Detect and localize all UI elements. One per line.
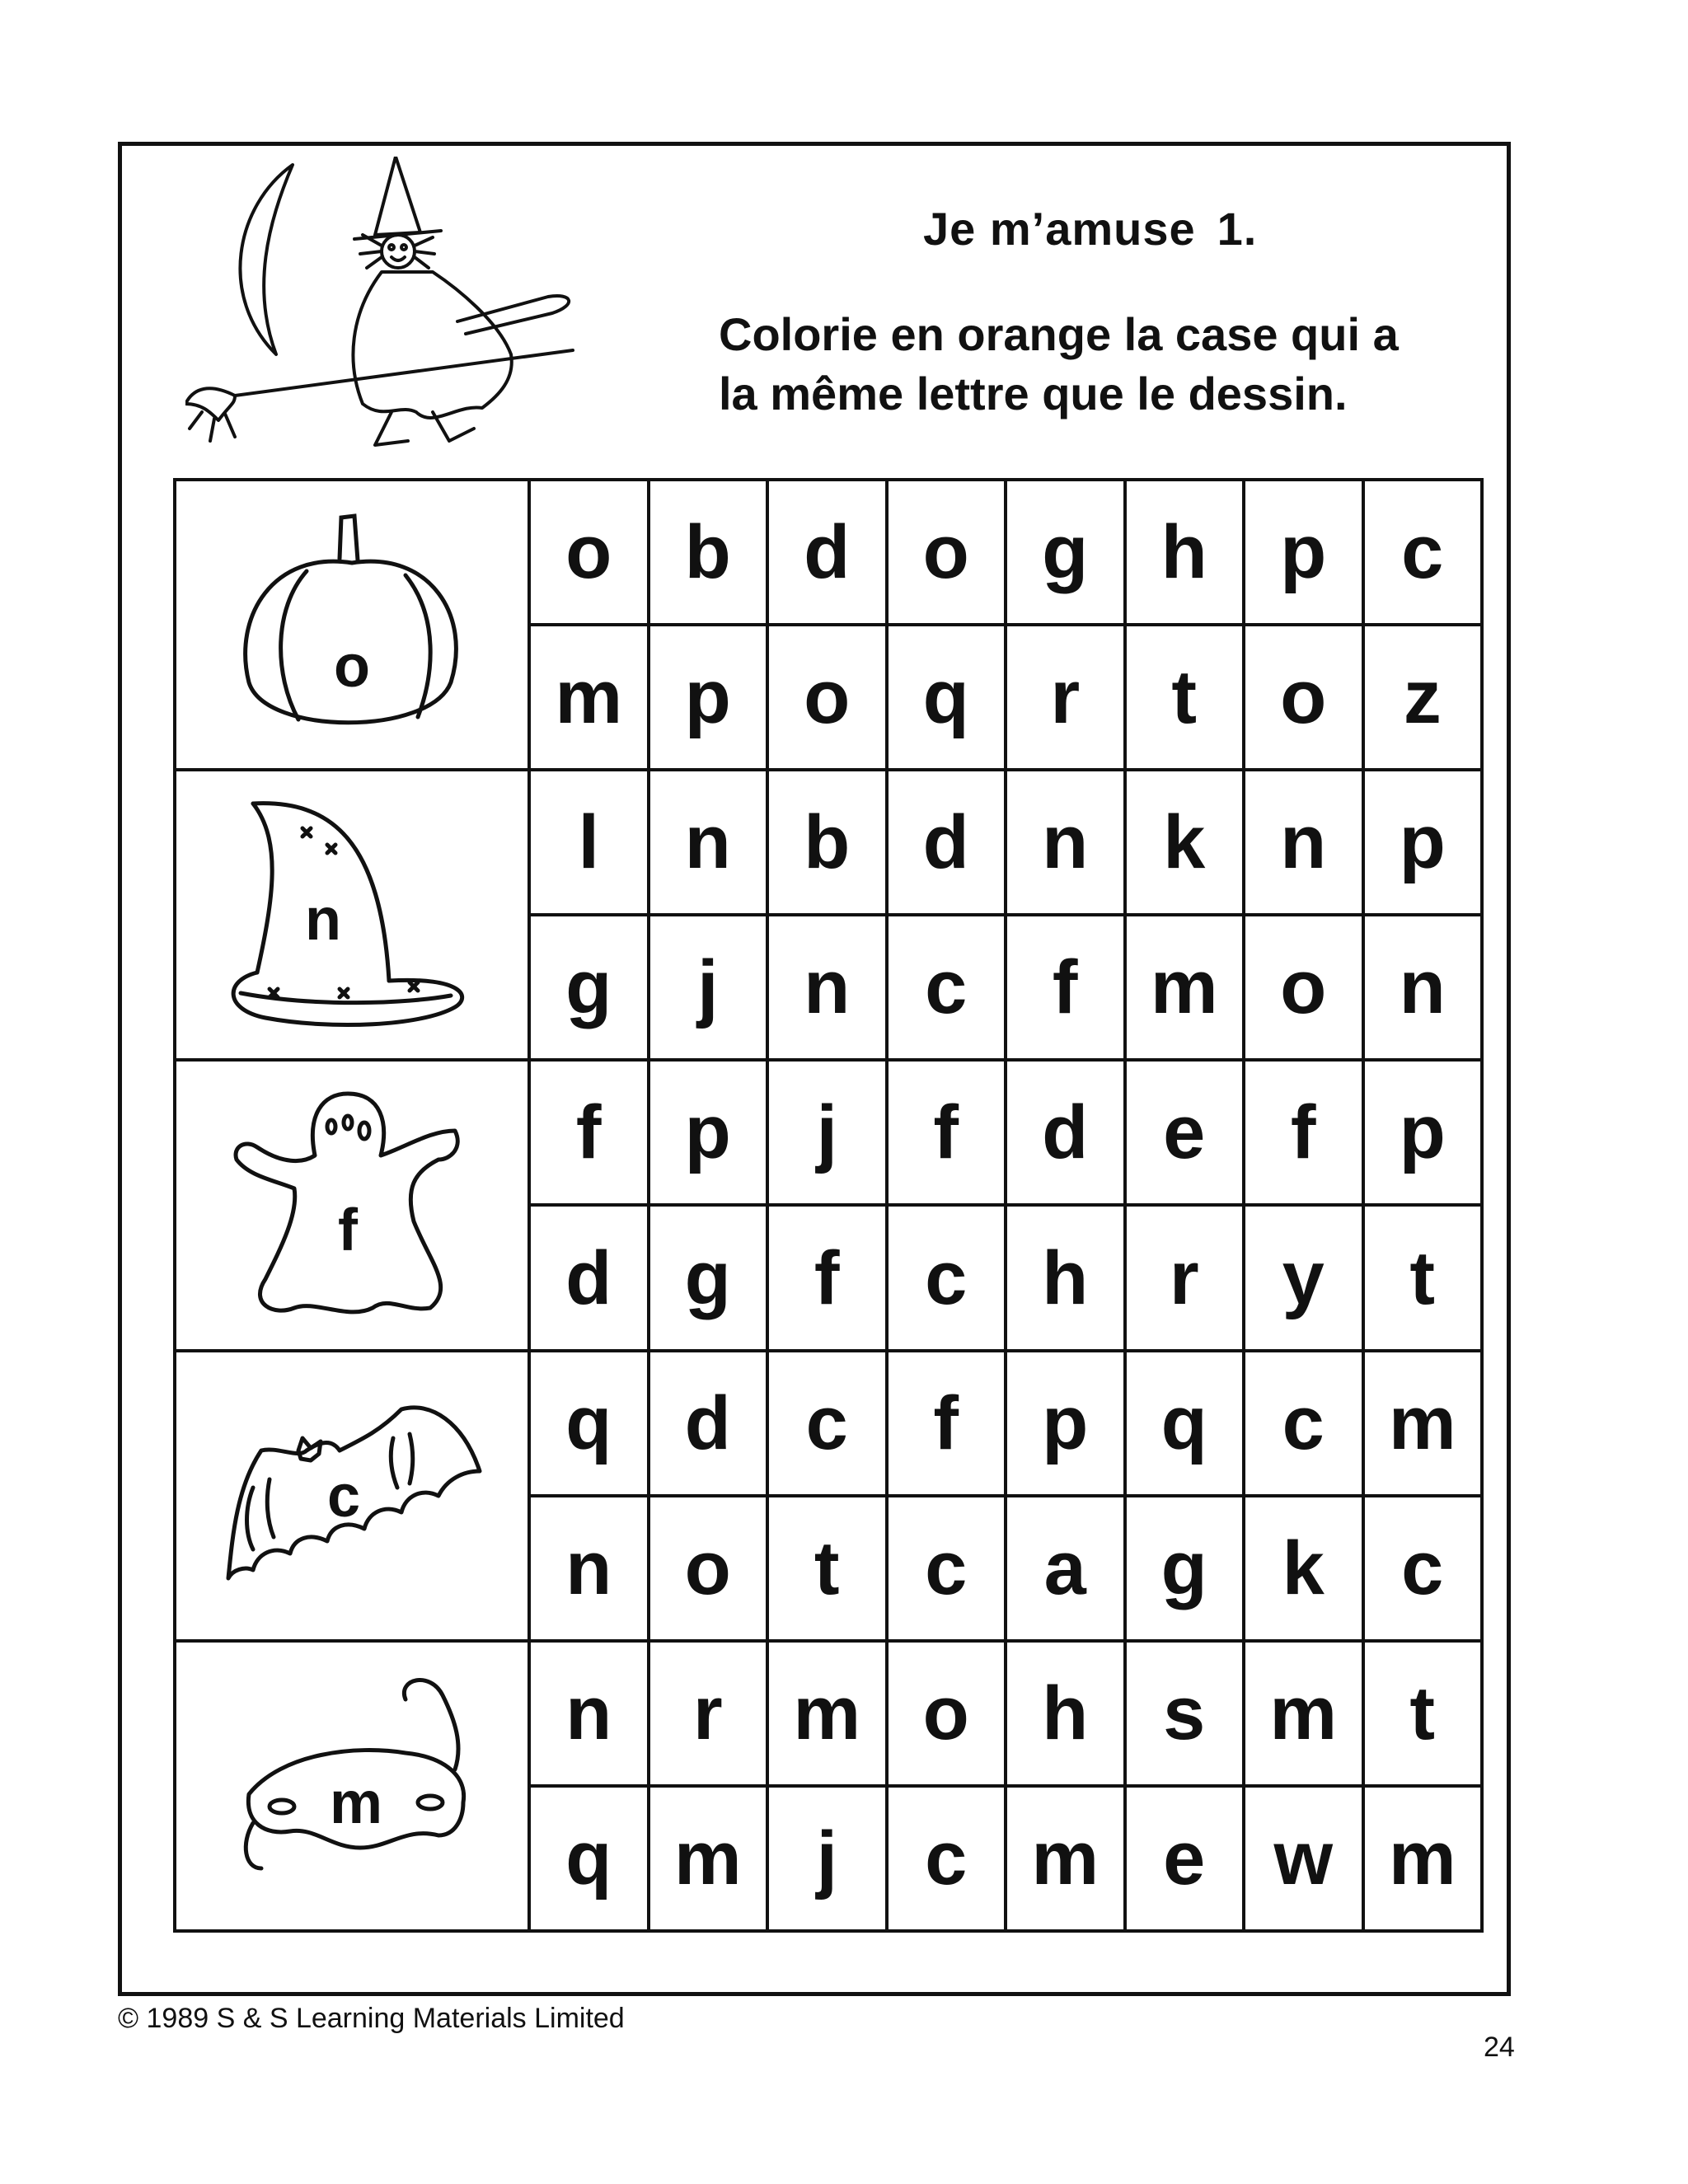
letter-cell[interactable]: c	[887, 1786, 1006, 1931]
picture-cell	[175, 480, 529, 770]
letter-cell[interactable]: h	[1125, 480, 1245, 625]
instruction-line-1: Colorie en orange la case qui a	[719, 308, 1399, 360]
letter-cell[interactable]: r	[649, 1641, 768, 1786]
letter-cell[interactable]: g	[649, 1205, 768, 1350]
letter-cell[interactable]: c	[887, 1496, 1006, 1641]
letter-cell[interactable]: t	[767, 1496, 887, 1641]
letter-cell[interactable]: q	[887, 625, 1006, 770]
letter-cell[interactable]: m	[1006, 1786, 1125, 1931]
picture-letter: c	[326, 1463, 361, 1530]
picture-letter: o	[334, 634, 370, 701]
letter-cell[interactable]: j	[649, 915, 768, 1060]
letter-grid	[173, 478, 1484, 1933]
letter-cell[interactable]: t	[1363, 1205, 1483, 1350]
letter-cell[interactable]: j	[767, 1060, 887, 1205]
letter-cell[interactable]: o	[649, 1496, 768, 1641]
letter-cell[interactable]: d	[1006, 1060, 1125, 1205]
letter-cell[interactable]: q	[529, 1786, 649, 1931]
letter-cell[interactable]: c	[887, 1205, 1006, 1350]
letter-cell[interactable]: t	[1363, 1641, 1483, 1786]
bat-icon	[216, 1372, 488, 1619]
letter-cell[interactable]: p	[649, 625, 768, 770]
letter-cell[interactable]: c	[767, 1351, 887, 1496]
letter-cell[interactable]: o	[529, 480, 649, 625]
letter-cell[interactable]: c	[1363, 480, 1483, 625]
letter-cell[interactable]: n	[1244, 770, 1363, 915]
letter-cell[interactable]: f	[1006, 915, 1125, 1060]
letter-cell[interactable]: w	[1244, 1786, 1363, 1931]
letter-cell[interactable]: f	[887, 1351, 1006, 1496]
letter-cell[interactable]: c	[1244, 1351, 1363, 1496]
letter-cell[interactable]: l	[529, 770, 649, 915]
witch-on-broom-icon	[185, 157, 631, 486]
letter-cell[interactable]: g	[1125, 1496, 1245, 1641]
picture-cell	[175, 770, 529, 1060]
ghost-icon	[216, 1081, 488, 1329]
letter-cell[interactable]: f	[1244, 1060, 1363, 1205]
letter-cell[interactable]: p	[1363, 1060, 1483, 1205]
letter-cell[interactable]: e	[1125, 1060, 1245, 1205]
letter-cell[interactable]: o	[767, 625, 887, 770]
letter-cell[interactable]: j	[767, 1786, 887, 1931]
letter-cell[interactable]: d	[649, 1351, 768, 1496]
letter-cell[interactable]: b	[649, 480, 768, 625]
witch-hat-icon	[216, 791, 488, 1038]
letter-cell[interactable]: t	[1125, 625, 1245, 770]
letter-cell[interactable]: m	[1363, 1351, 1483, 1496]
letter-cell[interactable]: s	[1125, 1641, 1245, 1786]
letter-cell[interactable]: n	[649, 770, 768, 915]
picture-letter: f	[338, 1197, 358, 1264]
letter-cell[interactable]: o	[887, 1641, 1006, 1786]
letter-cell[interactable]: o	[887, 480, 1006, 625]
pumpkin-icon	[216, 501, 488, 748]
copyright-notice: © 1989 S & S Learning Materials Limited	[118, 2003, 625, 2034]
letter-cell[interactable]: h	[1006, 1641, 1125, 1786]
worksheet-title	[923, 202, 1257, 255]
letter-cell[interactable]: n	[529, 1641, 649, 1786]
letter-cell[interactable]: m	[1363, 1786, 1483, 1931]
letter-cell[interactable]: e	[1125, 1786, 1245, 1931]
letter-cell[interactable]: y	[1244, 1205, 1363, 1350]
letter-cell[interactable]: q	[529, 1351, 649, 1496]
picture-cell	[175, 1351, 529, 1641]
letter-cell[interactable]: r	[1006, 625, 1125, 770]
letter-cell[interactable]: p	[1363, 770, 1483, 915]
letter-cell[interactable]: f	[767, 1205, 887, 1350]
grid-row	[175, 1351, 1482, 1496]
letter-cell[interactable]: o	[1244, 915, 1363, 1060]
letter-cell[interactable]: h	[1006, 1205, 1125, 1350]
letter-cell[interactable]: d	[767, 480, 887, 625]
letter-cell[interactable]: m	[1125, 915, 1245, 1060]
letter-cell[interactable]: n	[529, 1496, 649, 1641]
letter-cell[interactable]: o	[1244, 625, 1363, 770]
letter-cell[interactable]: d	[529, 1205, 649, 1350]
grid-row	[175, 1641, 1482, 1786]
letter-cell[interactable]: c	[1363, 1496, 1483, 1641]
grid-row	[175, 770, 1482, 915]
title-number: 1.	[1217, 203, 1258, 255]
letter-cell[interactable]: f	[887, 1060, 1006, 1205]
picture-cell	[175, 1060, 529, 1350]
letter-cell[interactable]: z	[1363, 625, 1483, 770]
letter-cell[interactable]: d	[887, 770, 1006, 915]
title-text: Je m’amuse	[923, 203, 1196, 255]
letter-cell[interactable]: f	[529, 1060, 649, 1205]
letter-cell[interactable]: m	[649, 1786, 768, 1931]
letter-cell[interactable]: q	[1125, 1351, 1245, 1496]
grid-row	[175, 1060, 1482, 1205]
letter-cell[interactable]: a	[1006, 1496, 1125, 1641]
letter-cell[interactable]: g	[529, 915, 649, 1060]
instructions	[719, 305, 1399, 424]
letter-cell[interactable]: c	[887, 915, 1006, 1060]
letter-cell[interactable]: n	[767, 915, 887, 1060]
letter-cell[interactable]: p	[1006, 1351, 1125, 1496]
picture-cell	[175, 1641, 529, 1931]
letter-cell[interactable]: m	[767, 1641, 887, 1786]
instruction-line-2: la même lettre que le dessin.	[719, 368, 1348, 419]
letter-cell[interactable]: m	[1244, 1641, 1363, 1786]
grid-row	[175, 480, 1482, 625]
letter-cell[interactable]: n	[1006, 770, 1125, 915]
letter-cell[interactable]: m	[529, 625, 649, 770]
mask-icon	[216, 1662, 488, 1910]
letter-cell[interactable]: p	[649, 1060, 768, 1205]
letter-cell[interactable]: k	[1125, 770, 1245, 915]
letter-cell[interactable]: n	[1363, 915, 1483, 1060]
page-number: 24	[1484, 2032, 1515, 2063]
letter-cell[interactable]: k	[1244, 1496, 1363, 1641]
letter-cell[interactable]: r	[1125, 1205, 1245, 1350]
picture-letter: m	[329, 1769, 383, 1836]
letter-cell[interactable]: b	[767, 770, 887, 915]
letter-cell[interactable]: g	[1006, 480, 1125, 625]
picture-letter: n	[305, 887, 341, 954]
letter-cell[interactable]: p	[1244, 480, 1363, 625]
